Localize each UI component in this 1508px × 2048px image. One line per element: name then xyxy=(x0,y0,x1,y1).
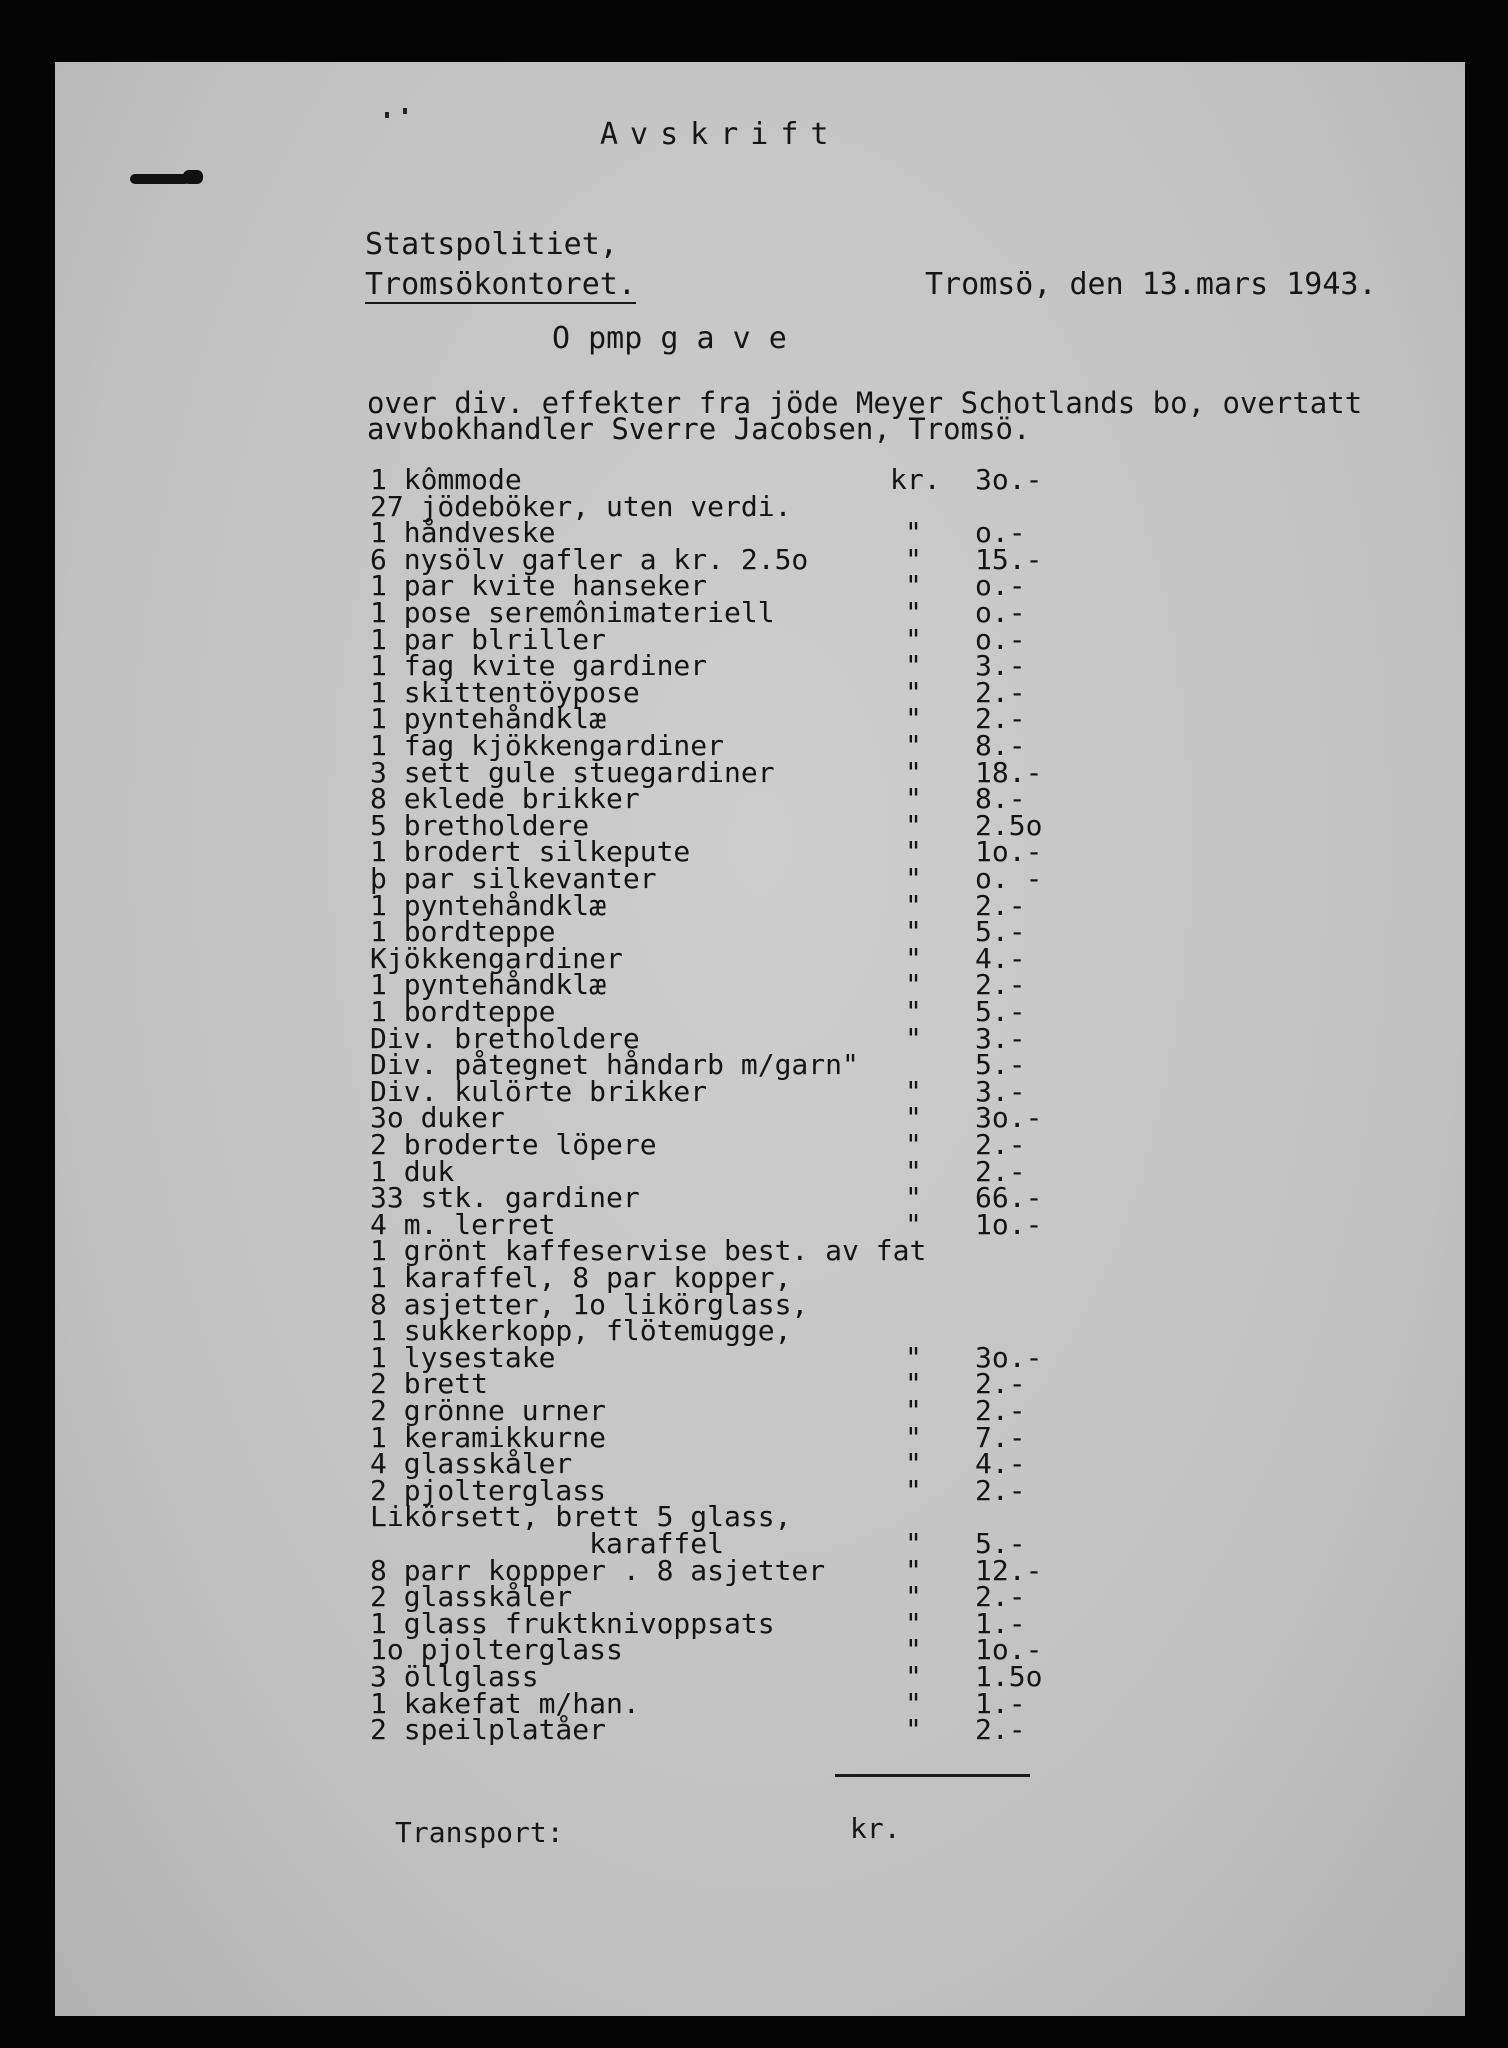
item-description: Kjökkengardiner xyxy=(370,941,623,975)
item-description: 3 sett gule stuegardiner xyxy=(370,755,775,789)
item-value: 18.- xyxy=(975,755,1043,789)
item-ditto-mark: " xyxy=(905,1473,922,1507)
transport-label: Transport: xyxy=(395,1816,564,1849)
list-item xyxy=(370,1128,1090,1161)
item-ditto-mark: " xyxy=(905,995,922,1028)
item-ditto-mark: " xyxy=(905,1713,922,1747)
item-ditto-mark: " xyxy=(905,1420,922,1454)
item-description: 1 lysestake xyxy=(370,1340,556,1374)
list-item xyxy=(370,995,1090,1028)
item-ditto-mark: " xyxy=(905,1447,922,1481)
ink-smudge xyxy=(130,174,190,184)
ink-smudge xyxy=(183,170,203,184)
item-description: 2 brett xyxy=(370,1367,489,1401)
item-ditto-mark: " xyxy=(905,1660,922,1693)
item-ditto-mark: " xyxy=(905,675,922,709)
item-description: 3 öllglass xyxy=(370,1660,539,1693)
item-description: 8 eklede brikker xyxy=(370,782,640,816)
item-description: 1 kômmode xyxy=(370,463,522,496)
item-description: 1 fag kvite gardiner xyxy=(370,649,708,683)
item-ditto-mark: " xyxy=(905,862,922,895)
item-ditto-mark: " xyxy=(905,941,922,975)
item-description: 1 pyntehåndklæ xyxy=(370,888,607,922)
item-description: 27 jödeböker, uten verdi. xyxy=(370,489,792,523)
item-value: 2.- xyxy=(975,888,1026,922)
item-value: 3.- xyxy=(975,649,1026,683)
item-ditto-mark: " xyxy=(905,782,922,816)
item-value: o.- xyxy=(975,622,1026,656)
item-ditto-mark: " xyxy=(905,622,922,656)
item-ditto-mark: " xyxy=(905,1207,922,1241)
list-item xyxy=(370,1713,1090,1747)
item-description: 1 par kvite hanseker xyxy=(370,569,708,603)
item-value: 2.- xyxy=(975,675,1026,709)
item-value: 3o.- xyxy=(975,1101,1043,1135)
item-description: 1 fag kjökkengardiner xyxy=(370,729,725,762)
item-ditto-mark: " xyxy=(905,808,922,842)
item-value: 3o.- xyxy=(975,1340,1043,1374)
list-item xyxy=(370,463,1090,496)
item-value: 2.- xyxy=(975,1580,1026,1614)
item-value: 2.- xyxy=(975,1128,1026,1161)
item-ditto-mark: " xyxy=(905,1580,922,1614)
item-value: o.- xyxy=(975,596,1026,629)
document-page xyxy=(55,62,1465,2016)
item-value: 2.- xyxy=(975,1394,1026,1427)
sender-line-1: Statspolitiet, xyxy=(365,227,618,262)
item-value: 2.5o xyxy=(975,808,1043,842)
sender-line-2: Tromsökontoret. xyxy=(365,267,636,302)
ink-dot xyxy=(385,112,389,118)
item-ditto-mark: " xyxy=(905,835,922,869)
item-description: Div. kulörte brikker xyxy=(370,1074,708,1108)
item-description: 1 bordteppe xyxy=(370,995,556,1028)
item-description: 8 parr koppper . 8 asjetter xyxy=(370,1553,826,1587)
item-ditto-mark: " xyxy=(905,1340,922,1374)
item-value: 5.- xyxy=(975,1048,1026,1082)
item-description: 1 glass fruktknivoppsats xyxy=(370,1606,775,1640)
item-value: 2.- xyxy=(975,1713,1026,1747)
item-description: 5 bretholdere xyxy=(370,808,590,842)
item-ditto-mark: " xyxy=(905,729,922,762)
item-value: 15.- xyxy=(975,542,1043,576)
item-ditto-mark: " xyxy=(905,1074,922,1108)
item-description: 3o duker xyxy=(370,1101,505,1135)
item-ditto-mark: " xyxy=(905,1553,922,1587)
item-description: 1 håndveske xyxy=(370,516,556,550)
item-value: 1o.- xyxy=(975,1633,1043,1667)
item-description: 1 keramikkurne xyxy=(370,1420,607,1454)
item-value: o.- xyxy=(975,516,1026,550)
item-ditto-mark: " xyxy=(905,915,922,949)
list-item xyxy=(370,596,1090,629)
item-value: o.- xyxy=(975,569,1026,603)
item-description: 4 glasskåler xyxy=(370,1447,573,1481)
item-description: 1 bordteppe xyxy=(370,915,556,949)
item-ditto-mark: " xyxy=(905,1394,922,1427)
list-item xyxy=(370,1394,1090,1427)
item-value: 2.- xyxy=(975,702,1026,736)
item-value: 2.- xyxy=(975,1473,1026,1507)
item-description: 6 nysölv gafler a kr. 2.5o xyxy=(370,542,809,576)
item-description: 2 broderte löpere xyxy=(370,1128,657,1161)
item-description: 1 kakefat m/han. xyxy=(370,1686,640,1720)
item-description: 1 sukkerkopp, flötemugge, xyxy=(370,1314,792,1348)
item-value: 1o.- xyxy=(975,835,1043,869)
item-description: 2 speilplatåer xyxy=(370,1713,607,1747)
item-value: 4.- xyxy=(975,941,1026,975)
item-ditto-mark: " xyxy=(905,968,922,1002)
item-description: 2 glasskåler xyxy=(370,1580,573,1614)
item-description: 4 m. lerret xyxy=(370,1207,556,1241)
item-ditto-mark: " xyxy=(905,1181,922,1215)
intro-line-1: over div. effekter fra jöde Meyer Schotlands bo, overtatt xyxy=(367,386,1363,420)
item-value: 2.- xyxy=(975,968,1026,1002)
item-ditto-mark: " xyxy=(905,702,922,736)
ink-dot xyxy=(403,108,407,114)
item-value: 12.- xyxy=(975,1553,1043,1587)
item-value: 1.- xyxy=(975,1606,1026,1640)
item-description: 1 skittentöypose xyxy=(370,675,640,709)
item-description: karaffel xyxy=(370,1527,725,1560)
item-value: 3.- xyxy=(975,1021,1026,1055)
list-item xyxy=(370,1261,1090,1294)
item-description: 33 stk. gardiner xyxy=(370,1181,640,1215)
item-value: 1o.- xyxy=(975,1207,1043,1241)
item-description: 1 duk xyxy=(370,1154,455,1188)
item-ditto-mark: " xyxy=(905,596,922,629)
item-value: 4.- xyxy=(975,1447,1026,1481)
item-description: 1 pyntehåndklæ xyxy=(370,702,607,736)
place-and-date: Tromsö, den 13.mars 1943. xyxy=(925,267,1377,302)
item-value: 2.- xyxy=(975,1154,1026,1188)
item-description: 1 pyntehåndklæ xyxy=(370,968,607,1002)
item-ditto-mark: " xyxy=(905,516,922,550)
item-description: Div. bretholdere xyxy=(370,1021,640,1055)
item-ditto-mark: " xyxy=(905,1154,922,1188)
item-ditto-mark: " xyxy=(905,1101,922,1135)
item-ditto-mark: " xyxy=(905,1021,922,1055)
item-description: 1 brodert silkepute xyxy=(370,835,691,869)
item-value: 8.- xyxy=(975,782,1026,816)
item-description: Div. påtegnet håndarb m/garn" xyxy=(370,1048,859,1082)
sum-rule xyxy=(835,1774,1030,1777)
item-ditto-mark: " xyxy=(905,569,922,603)
item-ditto-mark: " xyxy=(905,1633,922,1667)
item-ditto-mark: " xyxy=(905,649,922,683)
item-value: 7.- xyxy=(975,1420,1026,1454)
item-value: 66.- xyxy=(975,1181,1043,1215)
list-item xyxy=(370,862,1090,895)
item-value: 5.- xyxy=(975,995,1026,1028)
item-value: 3o.- xyxy=(975,463,1043,496)
item-ditto-mark: " xyxy=(905,755,922,789)
item-description: þ par silkevanter xyxy=(370,862,657,895)
item-ditto-mark: kr. xyxy=(890,463,941,496)
item-description: 1 grönt kaffeservise best. av fat xyxy=(370,1234,927,1268)
item-value: 1.5o xyxy=(975,1660,1043,1693)
item-description: Likörsett, brett 5 glass, xyxy=(370,1500,792,1534)
item-ditto-mark: " xyxy=(905,542,922,576)
item-value: 5.- xyxy=(975,1527,1026,1560)
list-item xyxy=(370,1660,1090,1693)
item-value: 3.- xyxy=(975,1074,1026,1108)
item-ditto-mark: " xyxy=(905,1686,922,1720)
item-ditto-mark: " xyxy=(905,1527,922,1560)
item-ditto-mark: " xyxy=(905,1367,922,1401)
transport-currency: kr. xyxy=(850,1812,901,1845)
item-ditto-mark: " xyxy=(905,888,922,922)
item-value: o. - xyxy=(975,862,1043,895)
item-description: 2 grönne urner xyxy=(370,1394,607,1427)
item-value: 8.- xyxy=(975,729,1026,762)
item-description: 8 asjetter, 1o likörglass, xyxy=(370,1287,809,1321)
document-title: O pmp g a v e xyxy=(552,321,787,356)
item-description: 1 par blriller xyxy=(370,622,607,656)
list-item xyxy=(370,1527,1090,1560)
item-ditto-mark: " xyxy=(905,1606,922,1640)
item-description: 2 pjolterglass xyxy=(370,1473,607,1507)
document-heading: Avskrift xyxy=(600,117,841,152)
item-description: 1 karaffel, 8 par kopper, xyxy=(370,1261,792,1294)
item-description: 1 pose seremônimateriell xyxy=(370,596,775,629)
item-value: 2.- xyxy=(975,1367,1026,1401)
item-ditto-mark: " xyxy=(905,1128,922,1161)
list-item xyxy=(370,729,1090,762)
item-description: 1o pjolterglass xyxy=(370,1633,623,1667)
intro-line-2: av∨bokhandler Sverre Jacobsen, Tromsö. xyxy=(367,412,1031,446)
item-value: 5.- xyxy=(975,915,1026,949)
item-value: 1.- xyxy=(975,1686,1026,1720)
